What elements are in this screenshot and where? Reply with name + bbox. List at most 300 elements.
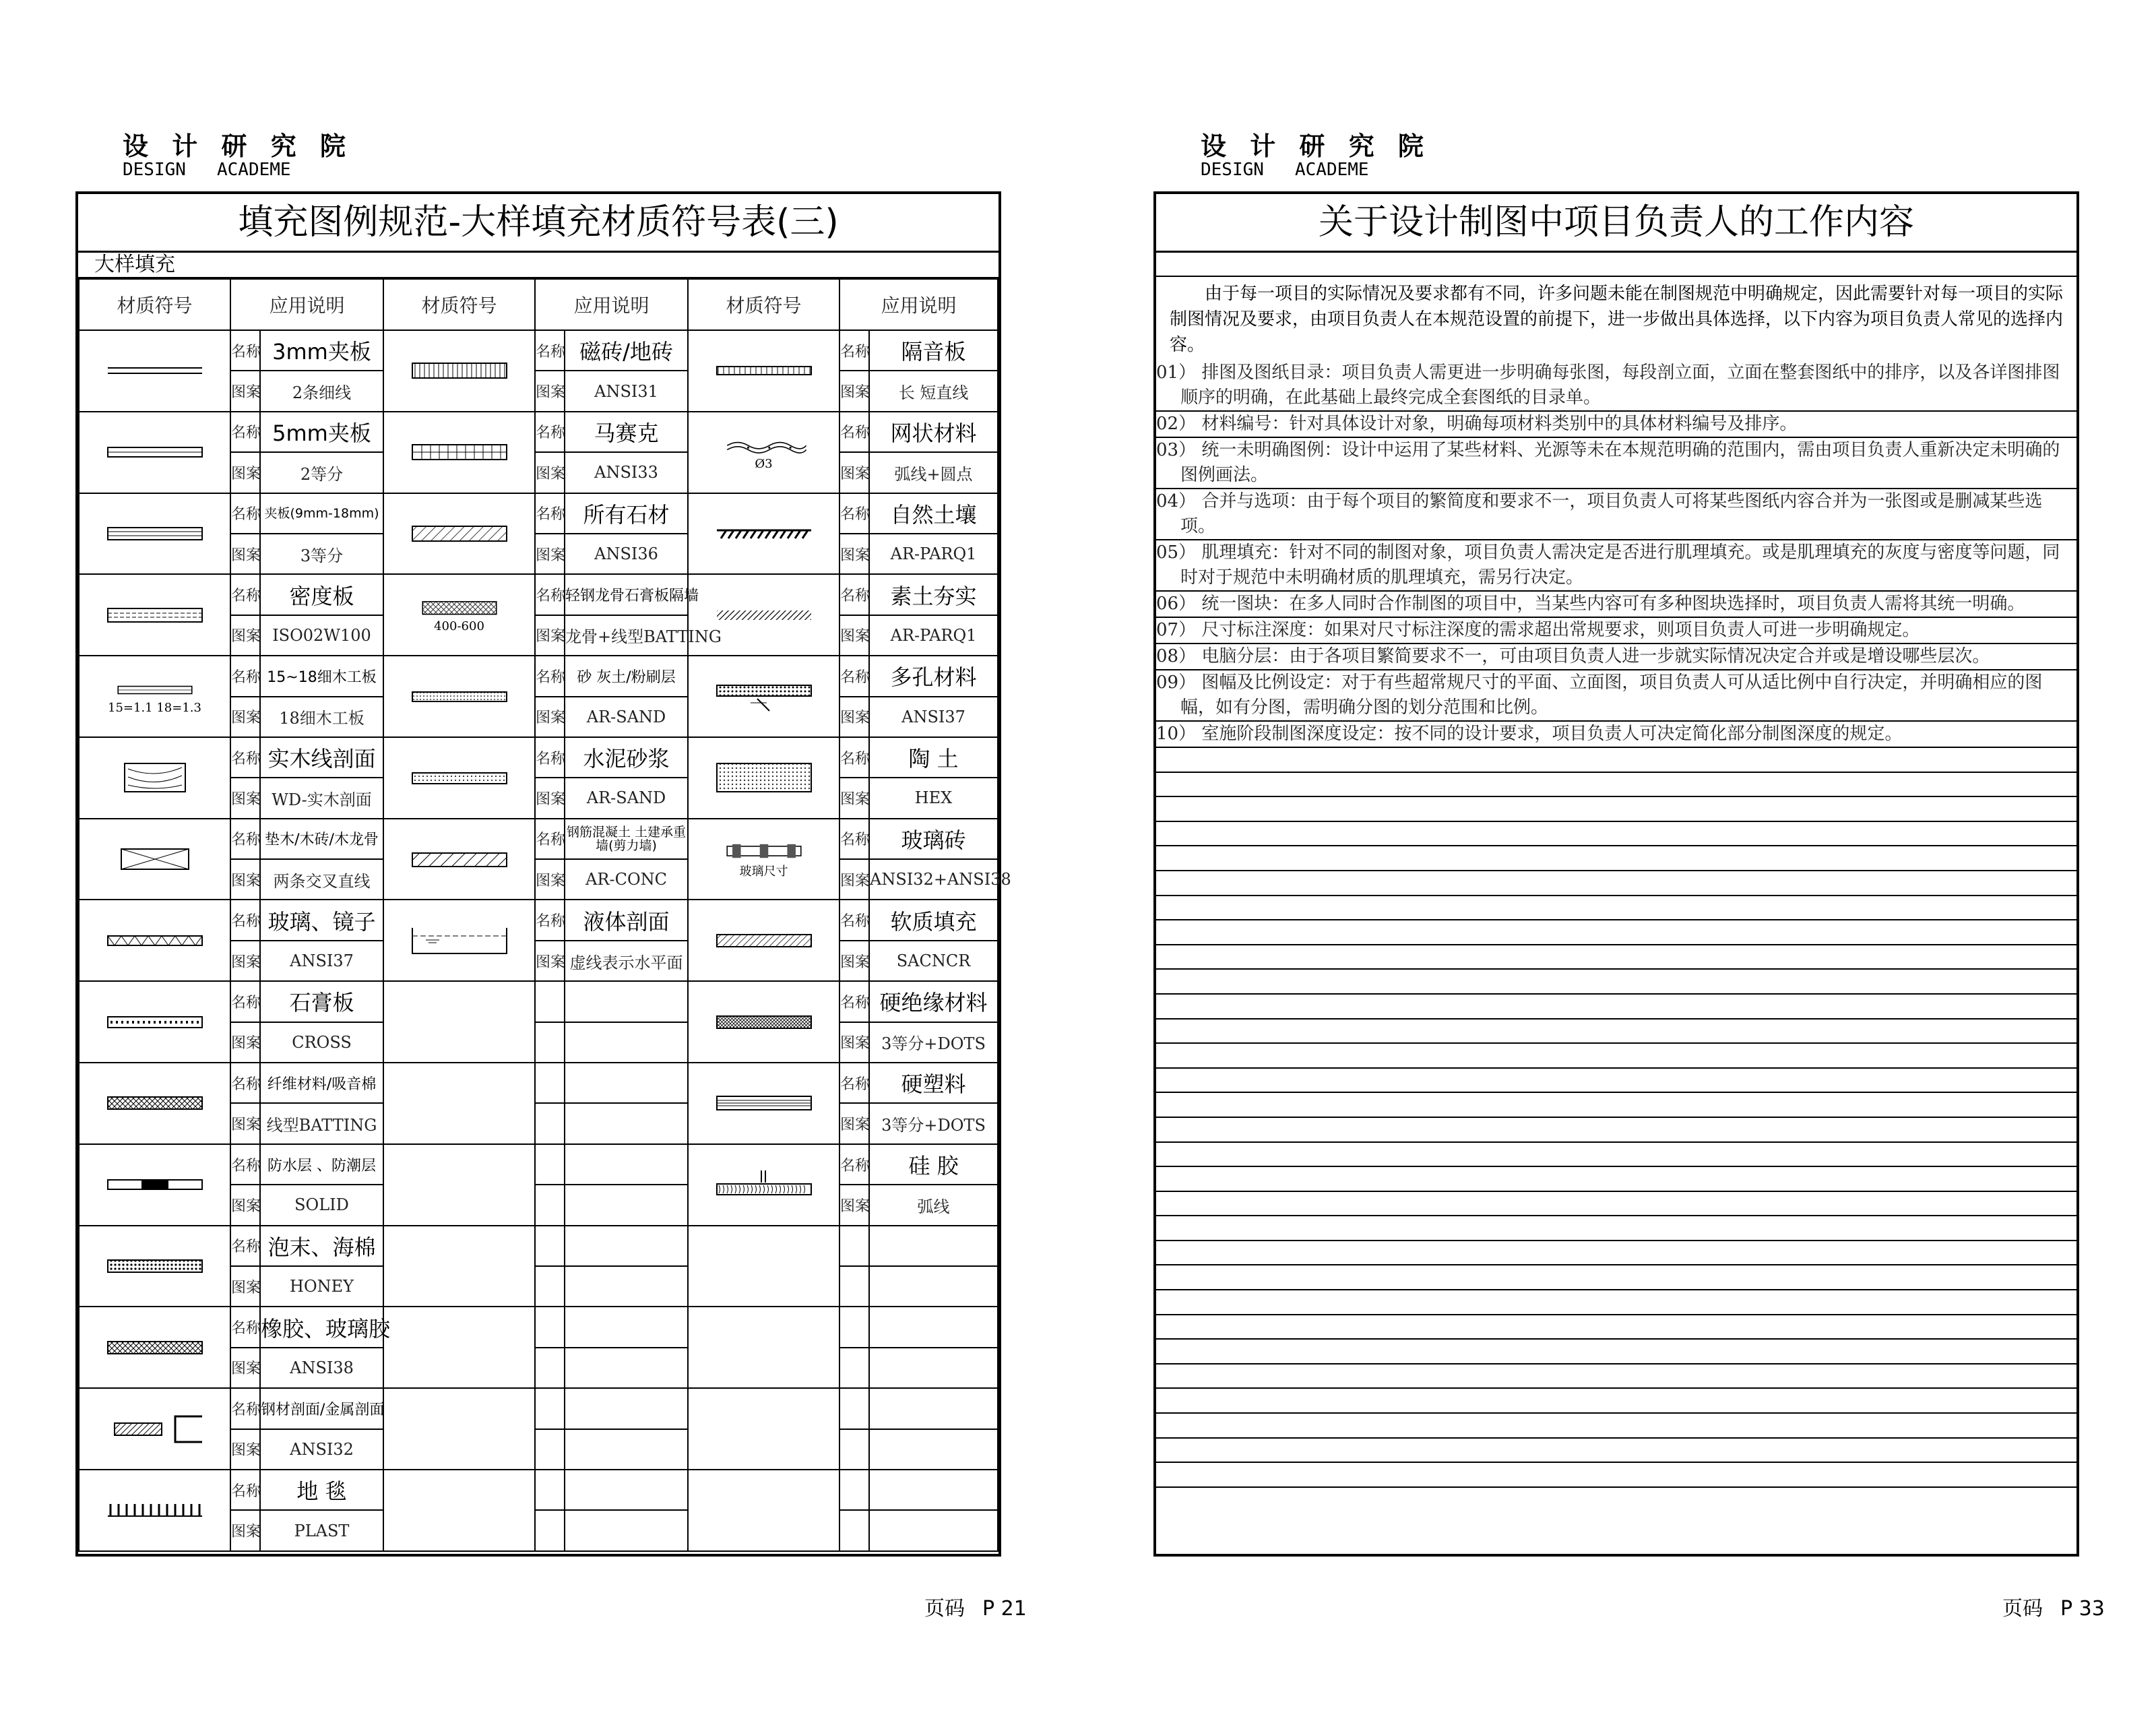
material-pattern: SOLID [260, 1185, 383, 1225]
material-name: 5mm夹板 [260, 412, 383, 452]
material-pattern: ANSI37 [869, 697, 998, 737]
name-label: 名称 [535, 900, 565, 940]
pattern-label: 图案 [839, 452, 869, 493]
page-title: 关于设计制图中项目负责人的工作内容 [1156, 194, 2076, 253]
ruled-line [1156, 1118, 2076, 1143]
ruled-line [1156, 1340, 2076, 1365]
material-symbol-icon [101, 762, 209, 793]
material-symbol-cell [688, 656, 839, 737]
material-name: 轻钢龙骨石膏板隔墙 [565, 574, 688, 615]
name-label: 名称 [839, 737, 869, 778]
pattern-label: 图案 [839, 1022, 869, 1063]
pattern-label: 图案 [839, 534, 869, 574]
material-symbol-icon [710, 518, 818, 549]
ruled-line [1156, 1216, 2076, 1241]
pattern-label [535, 1103, 565, 1143]
material-symbol-cell [383, 737, 535, 819]
legend-row-name [79, 981, 998, 1022]
material-pattern [565, 1022, 688, 1063]
material-symbol-cell [688, 1063, 839, 1144]
material-symbol-icon [406, 925, 513, 956]
material-symbol-cell [79, 981, 230, 1063]
material-name: 硬塑料 [869, 1063, 998, 1103]
material-pattern: 18细木工板 [260, 697, 383, 737]
material-pattern: AR-SAND [565, 778, 688, 818]
page-number [2002, 1592, 2105, 1621]
work-item: 04） 合并与选项：由于每个项目的繁简度和要求不一，项目负责人可将某些图纸内容合并为一张图或是删减某些选项。 [1156, 489, 2076, 540]
pattern-label: 图案 [230, 452, 260, 493]
material-pattern [565, 1185, 688, 1225]
material-pattern: AR-SAND [565, 697, 688, 737]
material-name: 马赛克 [565, 412, 688, 452]
material-pattern: 3等分+DOTS [869, 1103, 998, 1143]
material-symbol-cell [79, 1226, 230, 1307]
name-label: 名称 [535, 330, 565, 371]
name-label: 名称 [839, 493, 869, 534]
name-label: 名称 [839, 656, 869, 696]
brand-block [123, 125, 353, 180]
material-pattern: 两条交叉直线 [260, 859, 383, 900]
brand-english-a: DESIGN [1201, 160, 1264, 180]
material-pattern: 弧线 [869, 1185, 998, 1225]
name-label: 名称 [230, 1307, 260, 1347]
material-symbol-icon [710, 839, 818, 863]
material-symbol-icon [101, 925, 209, 956]
material-name: 钢筋混凝土 土建承重墙(剪力墙) [565, 819, 688, 859]
material-name: 液体剖面 [565, 900, 688, 940]
name-label [839, 1388, 869, 1429]
material-pattern [869, 1348, 998, 1388]
material-symbol-cell [79, 737, 230, 819]
material-symbol-cell [79, 900, 230, 981]
ruled-line [1156, 1192, 2076, 1217]
pattern-label: 图案 [839, 1103, 869, 1143]
material-name [869, 1226, 998, 1266]
material-name: 地 毯 [260, 1470, 383, 1510]
name-label: 名称 [230, 574, 260, 615]
material-symbol-cell [383, 330, 535, 412]
name-label: 名称 [839, 1063, 869, 1103]
material-symbol-icon [710, 1169, 818, 1200]
ruled-line [1156, 945, 2076, 970]
ruled-line [1156, 1439, 2076, 1464]
pattern-label: 图案 [839, 1185, 869, 1225]
legend-table [78, 278, 1011, 1552]
name-label: 名称 [230, 1388, 260, 1429]
work-item: 03） 统一未明确图例：设计中运用了某些材料、光源等未在本规范明确的范围内，需由项目负责人重新决定未明确的图例画法。 [1156, 438, 2076, 489]
brand-chinese: 设 计 研 究 院 [123, 131, 353, 161]
right-page [1078, 0, 2156, 1725]
pattern-label: 图案 [230, 1266, 260, 1307]
legend-row-name [79, 1470, 998, 1510]
material-symbol-cell [79, 412, 230, 493]
material-symbol-cell [383, 1144, 535, 1226]
pattern-label: 图案 [230, 1429, 260, 1470]
page-number-label: 页码 [2002, 1597, 2043, 1621]
pattern-label: 图案 [839, 615, 869, 656]
material-pattern: HEX [869, 778, 998, 818]
material-name: 隔音板 [869, 330, 998, 371]
material-pattern: 长 短直线 [869, 371, 998, 411]
material-name [565, 1144, 688, 1185]
symbol-note: 玻璃尺寸 [739, 865, 788, 879]
legend-row-name [79, 1388, 998, 1429]
material-symbol-cell [688, 900, 839, 981]
material-name [869, 1388, 998, 1429]
ruled-line [1156, 822, 2076, 847]
material-symbol-icon [710, 925, 818, 956]
material-name: 橡胶、玻璃胶 [260, 1307, 383, 1347]
name-label: 名称 [230, 493, 260, 534]
name-label [535, 1144, 565, 1185]
material-pattern: ANSI38 [260, 1348, 383, 1388]
ruled-line [1156, 970, 2076, 995]
material-symbol-icon [710, 1088, 818, 1119]
brand-english-a: DESIGN [123, 160, 186, 180]
name-label [535, 1388, 565, 1429]
material-symbol-icon [101, 1495, 209, 1526]
material-symbol-icon [101, 1414, 209, 1445]
pattern-label: 图案 [230, 1022, 260, 1063]
material-pattern: ANSI32 [260, 1429, 383, 1470]
material-pattern: 3等分 [260, 534, 383, 574]
material-symbol-icon [406, 681, 513, 712]
material-pattern: PLAST [260, 1510, 383, 1550]
material-symbol-icon [710, 681, 818, 712]
material-symbol-icon [710, 1007, 818, 1038]
material-name: 玻璃、镜子 [260, 900, 383, 940]
material-symbol-cell [383, 981, 535, 1063]
legend-row-name [79, 737, 998, 778]
pattern-label: 图案 [535, 859, 565, 900]
material-symbol-cell [383, 819, 535, 900]
name-label: 名称 [535, 737, 565, 778]
material-pattern [565, 1348, 688, 1388]
pattern-label: 图案 [839, 371, 869, 411]
material-symbol-cell [383, 656, 535, 737]
pattern-label: 图案 [839, 941, 869, 981]
legend-row-name [79, 330, 998, 371]
name-label: 名称 [839, 412, 869, 452]
pattern-label: 图案 [839, 859, 869, 900]
pattern-label: 图案 [230, 371, 260, 411]
material-symbol-icon [406, 844, 513, 875]
name-label [535, 1307, 565, 1347]
material-name: 钢材剖面/金属剖面 [260, 1388, 383, 1429]
ruled-line [1156, 797, 2076, 822]
page-title: 填充图例规范-大样填充材质符号表(三) [78, 194, 998, 253]
material-symbol-icon [101, 1007, 209, 1038]
brand-english-b: ACADEME [217, 160, 291, 180]
name-label: 名称 [839, 819, 869, 859]
ruled-line [1156, 1414, 2076, 1439]
pattern-label [535, 1510, 565, 1550]
material-pattern: 虚线表示水平面 [565, 941, 688, 981]
material-pattern: CROSS [260, 1022, 383, 1063]
material-pattern: WD-实木剖面 [260, 778, 383, 818]
material-symbol-icon [101, 518, 209, 549]
material-name: 硬绝缘材料 [869, 981, 998, 1022]
material-pattern: ANSI32+ANSI38 [869, 859, 998, 900]
ruled-line [1156, 995, 2076, 1020]
material-symbol-cell [79, 819, 230, 900]
material-pattern [565, 1510, 688, 1550]
material-symbol-icon [406, 762, 513, 793]
material-name: 玻璃砖 [869, 819, 998, 859]
material-symbol-icon [101, 1169, 209, 1200]
material-name: 多孔材料 [869, 656, 998, 696]
name-label: 名称 [230, 900, 260, 940]
name-label [839, 1470, 869, 1510]
material-symbol-cell [688, 819, 839, 900]
material-symbol-cell [383, 574, 535, 656]
material-pattern: ISO02W100 [260, 615, 383, 656]
ruled-line [1156, 773, 2076, 798]
item-list [1156, 360, 2076, 748]
pattern-label: 图案 [230, 534, 260, 574]
pattern-label: 图案 [535, 452, 565, 493]
page-number-value: P 33 [2060, 1597, 2105, 1621]
material-pattern [565, 1429, 688, 1470]
material-symbol-cell [383, 1063, 535, 1144]
header-cell: 应用说明 [535, 279, 688, 330]
material-symbol-cell [383, 1470, 535, 1551]
legend-row-name [79, 1307, 998, 1347]
material-symbol-cell [383, 1388, 535, 1470]
pattern-label [839, 1266, 869, 1307]
pattern-label [535, 1266, 565, 1307]
brand-english [123, 160, 353, 180]
name-label: 名称 [839, 1144, 869, 1185]
name-label: 名称 [230, 1470, 260, 1510]
notes-frame [1153, 191, 2079, 1557]
material-name: 素土夯实 [869, 574, 998, 615]
material-symbol-icon [710, 434, 818, 458]
material-symbol-cell [383, 1307, 535, 1388]
material-symbol-cell [79, 1470, 230, 1551]
pattern-label: 图案 [535, 615, 565, 656]
material-name: 密度板 [260, 574, 383, 615]
material-name: 垫木/木砖/木龙骨 [260, 819, 383, 859]
legend-row-name [79, 574, 998, 615]
name-label: 名称 [230, 1226, 260, 1266]
brand-block [1201, 125, 1431, 180]
pattern-label [839, 1348, 869, 1388]
material-name: 石膏板 [260, 981, 383, 1022]
material-symbol-icon [406, 437, 513, 468]
work-item: 06） 统一图块：在多人同时合作制图的项目中，当某些内容可有多种图块选择时，项目负责人需将其统一明确。 [1156, 592, 2076, 618]
material-pattern: 2条细线 [260, 371, 383, 411]
material-name: 夹板(9mm-18mm) [260, 493, 383, 534]
material-name: 所有石材 [565, 493, 688, 534]
page-number-label: 页码 [924, 1597, 965, 1621]
name-label: 名称 [839, 981, 869, 1022]
name-label: 名称 [839, 330, 869, 371]
ruled-line [1156, 1315, 2076, 1340]
material-name [869, 1470, 998, 1510]
pattern-label [839, 1510, 869, 1550]
material-pattern [565, 1103, 688, 1143]
material-pattern: 3等分+DOTS [869, 1022, 998, 1063]
brand-english [1201, 160, 1431, 180]
material-symbol-cell [688, 1144, 839, 1226]
pattern-label [535, 1185, 565, 1225]
material-symbol-icon [101, 1332, 209, 1363]
header-cell: 材质符号 [688, 279, 839, 330]
ruled-line [1156, 1290, 2076, 1315]
material-name: 3mm夹板 [260, 330, 383, 371]
material-symbol-cell [688, 493, 839, 575]
legend-row-name [79, 412, 998, 452]
material-symbol-cell [79, 574, 230, 656]
material-name: 水泥砂浆 [565, 737, 688, 778]
ruled-line [1156, 896, 2076, 921]
ruled-line [1156, 920, 2076, 945]
material-symbol-cell [688, 330, 839, 412]
material-name: 自然土壤 [869, 493, 998, 534]
brand-english-b: ACADEME [1295, 160, 1369, 180]
name-label [839, 1226, 869, 1266]
pattern-label: 图案 [230, 941, 260, 981]
pattern-label: 图案 [535, 697, 565, 737]
pattern-label: 图案 [535, 778, 565, 818]
table-header-row [79, 279, 998, 330]
material-symbol-cell [688, 737, 839, 819]
material-symbol-icon [101, 1251, 209, 1282]
material-symbol-icon [710, 762, 818, 793]
pattern-label [535, 1022, 565, 1063]
material-symbol-cell [79, 1307, 230, 1388]
symbol-note: Ø3 [755, 456, 773, 471]
material-symbol-cell [688, 1307, 839, 1388]
ruled-line [1156, 1389, 2076, 1414]
material-pattern [869, 1429, 998, 1470]
name-label: 名称 [230, 656, 260, 696]
name-label: 名称 [535, 412, 565, 452]
name-label: 名称 [230, 412, 260, 452]
material-pattern: AR-CONC [565, 859, 688, 900]
legend-row-name [79, 900, 998, 940]
ruled-line [1156, 846, 2076, 871]
name-label: 名称 [535, 574, 565, 615]
pattern-label: 图案 [230, 615, 260, 656]
ruled-line [1156, 1167, 2076, 1192]
material-pattern: ANSI31 [565, 371, 688, 411]
material-name: 硅 胶 [869, 1144, 998, 1185]
ruled-line [1156, 1069, 2076, 1094]
name-label: 名称 [535, 819, 565, 859]
work-item: 09） 图幅及比例设定：对于有些超常规尺寸的平面、立面图，项目负责人可从适比例中自行决定，并明确相应的图幅，如有分图，需明确分图的划分范围和比例。 [1156, 670, 2076, 722]
pattern-label: 图案 [839, 697, 869, 737]
pattern-label [535, 1348, 565, 1388]
work-item: 01） 排图及图纸目录：项目负责人需更进一步明确每张图，每段剖立面，立面在整套图纸中的排序，以及各详图排图顺序的明确，在此基础上最终完成全套图纸的目录单。 [1156, 360, 2076, 412]
name-label: 名称 [230, 737, 260, 778]
material-name [565, 1226, 688, 1266]
legend-body [79, 330, 1011, 1551]
legend-row-name [79, 493, 998, 534]
material-name: 泡末、海棉 [260, 1226, 383, 1266]
header-cell: 应用说明 [839, 279, 998, 330]
work-item: 08） 电脑分层：由于各项目繁简要求不一，可由项目负责人进一步就实际情况决定合并或是增设哪些层次。 [1156, 644, 2076, 670]
material-name: 15~18细木工板 [260, 656, 383, 696]
material-name [565, 981, 688, 1022]
material-pattern: ANSI33 [565, 452, 688, 493]
material-pattern: SACNCR [869, 941, 998, 981]
page-number [924, 1592, 1027, 1621]
pattern-label: 图案 [230, 1103, 260, 1143]
header-cell: 应用说明 [230, 279, 383, 330]
material-pattern: 线型BATTING [260, 1103, 383, 1143]
header-cell: 材质符号 [383, 279, 535, 330]
pattern-label: 图案 [230, 859, 260, 900]
section-subtitle: 大样填充 [78, 253, 998, 278]
symbol-note: 400-600 [434, 619, 484, 634]
material-symbol-cell [688, 412, 839, 493]
material-symbol-cell [383, 493, 535, 575]
work-item: 07） 尺寸标注深度：如果对尺寸标注深度的需求超出常规要求，则项目负责人可进一步明确规定。 [1156, 618, 2076, 644]
ruled-line [1156, 1143, 2076, 1168]
material-symbol-icon [406, 518, 513, 549]
symbol-note: 15=1.1 18=1.3 [108, 701, 201, 716]
work-item: 05） 肌理填充：针对不同的制图对象，项目负责人需决定是否进行肌理填充。或是肌理填充的灰度与密度等问题，同时对于规范中未明确材质的肌理填充，需另行决定。 [1156, 540, 2076, 592]
name-label: 名称 [535, 656, 565, 696]
material-symbol-cell [79, 1388, 230, 1470]
name-label: 名称 [230, 330, 260, 371]
material-name: 软质填充 [869, 900, 998, 940]
material-pattern: 2等分 [260, 452, 383, 493]
ruled-line [1156, 1365, 2076, 1389]
material-symbol-cell [383, 1226, 535, 1307]
material-symbol-cell [79, 1063, 230, 1144]
material-pattern: HONEY [260, 1266, 383, 1307]
material-symbol-cell [688, 1226, 839, 1307]
pattern-label: 图案 [230, 1510, 260, 1550]
brand-chinese: 设 计 研 究 院 [1201, 131, 1431, 161]
name-label: 名称 [535, 493, 565, 534]
material-symbol-cell [79, 656, 230, 737]
material-pattern [565, 1266, 688, 1307]
pattern-label: 图案 [839, 778, 869, 818]
material-symbol-icon [710, 355, 818, 386]
material-pattern: 弧线+圆点 [869, 452, 998, 493]
material-symbol-icon [101, 600, 209, 631]
pattern-label: 图案 [535, 534, 565, 574]
material-symbol-icon [710, 600, 818, 631]
material-name [565, 1388, 688, 1429]
name-label: 名称 [230, 819, 260, 859]
ruled-line [1156, 1265, 2076, 1290]
material-name: 实木线剖面 [260, 737, 383, 778]
material-name: 磁砖/地砖 [565, 330, 688, 371]
header-cell: 材质符号 [79, 279, 230, 330]
ruled-lines [1156, 748, 2076, 1488]
material-pattern: ANSI36 [565, 534, 688, 574]
material-symbol-icon [101, 678, 209, 702]
name-label [839, 1307, 869, 1347]
intro-paragraph: 由于每一项目的实际情况及要求都有不同，许多问题未能在制图规范中明确规定，因此需要针对每一项目的实际制图情况及要求，由项目负责人在本规范设置的前提下，进一步做出具体选择，以下内容为项目负责人常见的选择内容。 [1170, 284, 2064, 355]
blank-line [1156, 253, 2076, 277]
legend-row-name [79, 819, 998, 859]
ruled-line [1156, 1463, 2076, 1488]
material-symbol-icon [101, 355, 209, 386]
ruled-line [1156, 871, 2076, 896]
material-symbol-cell [383, 412, 535, 493]
material-symbol-icon [101, 844, 209, 875]
work-item: 02） 材料编号：针对具体设计对象，明确每项材料类别中的具体材料编号及排序。 [1156, 412, 2076, 438]
material-symbol-icon [101, 1088, 209, 1119]
material-symbol-cell [383, 900, 535, 981]
page-number-value: P 21 [982, 1597, 1027, 1621]
